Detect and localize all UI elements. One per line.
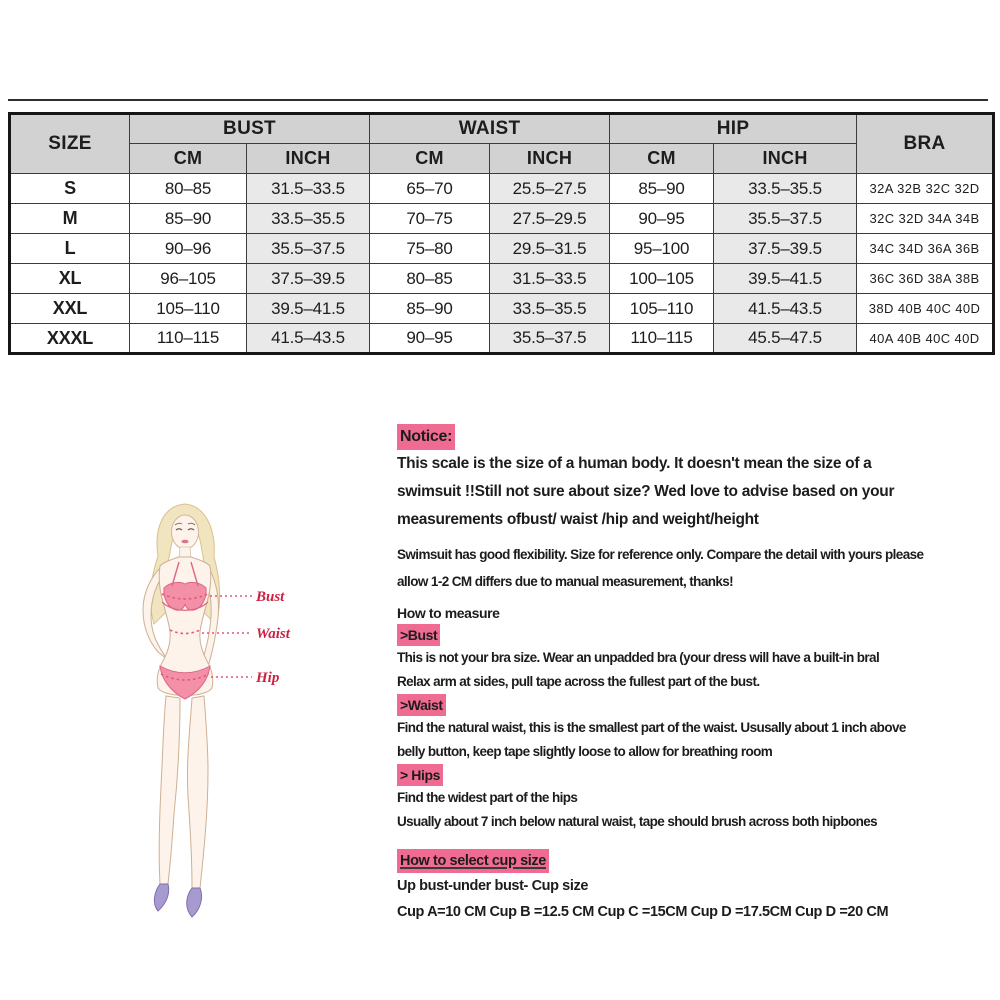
cell-bra: 34C 34D 36A 36B — [857, 234, 994, 264]
cell-bust-inch: 33.5–35.5 — [247, 204, 370, 234]
header-bust-inch: INCH — [247, 144, 370, 174]
hips-instruction-line: Usually about 7 inch below natural waist, tape should brush across both hipbones — [397, 814, 878, 829]
notice-line: swimsuit !!Still not sure about size? Wed love to advise based on your — [397, 483, 895, 500]
cell-hip-inch: 33.5–35.5 — [714, 174, 857, 204]
figure-head — [172, 515, 199, 549]
size-table-container — [8, 112, 992, 355]
header-bra: BRA — [857, 114, 994, 174]
cell-bra: 32A 32B 32C 32D — [857, 174, 994, 204]
cell-bust-cm: 110–115 — [130, 324, 247, 354]
cell-waist-inch: 31.5–33.5 — [490, 264, 610, 294]
table-row-m — [10, 204, 994, 234]
header-waist-inch: INCH — [490, 144, 610, 174]
cell-waist-cm: 90–95 — [370, 324, 490, 354]
waist-heading-line — [397, 694, 982, 716]
flexibility-line: Swimsuit has good flexibility. Size for reference only. Compare the detail with yours please — [397, 547, 924, 562]
size-table-header — [10, 114, 994, 174]
cell-bust-inch: 35.5–37.5 — [247, 234, 370, 264]
bust-heading-line — [397, 624, 982, 646]
table-row-xxxl — [10, 324, 994, 354]
how-to-measure-section — [397, 602, 982, 834]
header-bust-cm: CM — [130, 144, 247, 174]
cell-waist-cm: 65–70 — [370, 174, 490, 204]
header-waist-cm: CM — [370, 144, 490, 174]
waist-label: Waist — [256, 626, 290, 642]
bust-heading: >Bust — [397, 624, 440, 646]
cup-size-line: Up bust-under bust- Cup size — [397, 878, 588, 894]
flexibility-section — [397, 541, 982, 595]
bust-instruction-line: This is not your bra size. Wear an unpadded bra (your dress will have a built-in bral — [397, 650, 880, 665]
cell-bra: 32C 32D 34A 34B — [857, 204, 994, 234]
table-row-xxl — [10, 294, 994, 324]
cell-hip-cm: 100–105 — [610, 264, 714, 294]
cell-hip-cm: 110–115 — [610, 324, 714, 354]
cell-waist-cm: 80–85 — [370, 264, 490, 294]
bust-instruction-line: Relax arm at sides, pull tape across the fullest part of the bust. — [397, 674, 760, 689]
cell-bust-cm: 105–110 — [130, 294, 247, 324]
cell-size: XL — [10, 264, 130, 294]
header-bust: BUST — [130, 114, 370, 144]
figure-leg-left — [159, 696, 180, 884]
bust-label: Bust — [256, 589, 285, 605]
measurement-figure — [100, 496, 315, 928]
table-row-s — [10, 174, 994, 204]
cell-bust-inch: 41.5–43.5 — [247, 324, 370, 354]
header-size: SIZE — [10, 114, 130, 174]
cell-hip-inch: 45.5–47.5 — [714, 324, 857, 354]
header-hip-cm: CM — [610, 144, 714, 174]
cell-bust-inch: 31.5–33.5 — [247, 174, 370, 204]
cell-hip-inch: 37.5–39.5 — [714, 234, 857, 264]
cell-hip-cm: 105–110 — [610, 294, 714, 324]
size-table-body — [10, 174, 994, 354]
cup-heading-line — [397, 849, 982, 873]
cup-size-heading: How to select cup size — [397, 849, 549, 873]
cell-bra: 40A 40B 40C 40D — [857, 324, 994, 354]
cell-size: S — [10, 174, 130, 204]
cell-bust-cm: 80–85 — [130, 174, 247, 204]
cell-size: XXXL — [10, 324, 130, 354]
cell-bra: 38D 40B 40C 40D — [857, 294, 994, 324]
figure-lips — [181, 540, 188, 544]
cell-hip-cm: 90–95 — [610, 204, 714, 234]
cell-hip-inch: 35.5–37.5 — [714, 204, 857, 234]
cell-size: M — [10, 204, 130, 234]
cell-bust-inch: 37.5–39.5 — [247, 264, 370, 294]
top-divider — [8, 99, 988, 101]
waist-instruction-line: belly button, keep tape slightly loose to allow for breathing room — [397, 744, 773, 759]
table-row-l — [10, 234, 994, 264]
notice-heading: Notice: — [397, 424, 455, 450]
cell-waist-cm: 70–75 — [370, 204, 490, 234]
flexibility-line: allow 1-2 CM differs due to manual measurement, thanks! — [397, 574, 734, 589]
cell-waist-inch: 33.5–35.5 — [490, 294, 610, 324]
notice-section — [397, 424, 982, 534]
waist-heading: >Waist — [397, 694, 446, 716]
cell-waist-inch: 25.5–27.5 — [490, 174, 610, 204]
cell-waist-cm: 75–80 — [370, 234, 490, 264]
header-hip: HIP — [610, 114, 857, 144]
waist-instruction-line: Find the natural waist, this is the smallest part of the waist. Ususally about 1 inch above — [397, 720, 906, 735]
cell-waist-inch: 29.5–31.5 — [490, 234, 610, 264]
figure-leg-right — [187, 696, 208, 888]
cell-waist-inch: 27.5–29.5 — [490, 204, 610, 234]
cell-hip-inch: 41.5–43.5 — [714, 294, 857, 324]
notice-heading-line — [397, 424, 982, 450]
figure-shoe-right — [187, 888, 202, 917]
cell-bust-inch: 39.5–41.5 — [247, 294, 370, 324]
header-waist: WAIST — [370, 114, 610, 144]
hips-heading-line — [397, 764, 982, 786]
cell-size: XXL — [10, 294, 130, 324]
hips-instruction-line: Find the widest part of the hips — [397, 790, 578, 805]
cell-waist-inch: 35.5–37.5 — [490, 324, 610, 354]
how-to-measure-heading: How to measure — [397, 605, 500, 621]
cell-hip-cm: 85–90 — [610, 174, 714, 204]
cell-size: L — [10, 234, 130, 264]
cell-bust-cm: 85–90 — [130, 204, 247, 234]
cell-hip-cm: 95–100 — [610, 234, 714, 264]
hips-heading: > Hips — [397, 764, 443, 786]
cell-bust-cm: 96–105 — [130, 264, 247, 294]
figure-sketch-svg — [100, 496, 315, 928]
cell-waist-cm: 85–90 — [370, 294, 490, 324]
header-hip-inch: INCH — [714, 144, 857, 174]
cup-size-line: Cup A=10 CM Cup B =12.5 CM Cup C =15CM Cup D =17.5CM Cup D =20 CM — [397, 904, 889, 920]
cell-bra: 36C 36D 38A 38B — [857, 264, 994, 294]
size-table — [8, 112, 995, 355]
table-row-xl — [10, 264, 994, 294]
hip-label: Hip — [256, 670, 280, 686]
cell-bust-cm: 90–96 — [130, 234, 247, 264]
cup-size-section — [397, 849, 982, 925]
cell-hip-inch: 39.5–41.5 — [714, 264, 857, 294]
notice-line: This scale is the size of a human body. It doesn't mean the size of a — [397, 455, 872, 472]
figure-shoe-left — [154, 884, 168, 911]
notice-line: measurements ofbust/ waist /hip and weight/height — [397, 511, 759, 528]
